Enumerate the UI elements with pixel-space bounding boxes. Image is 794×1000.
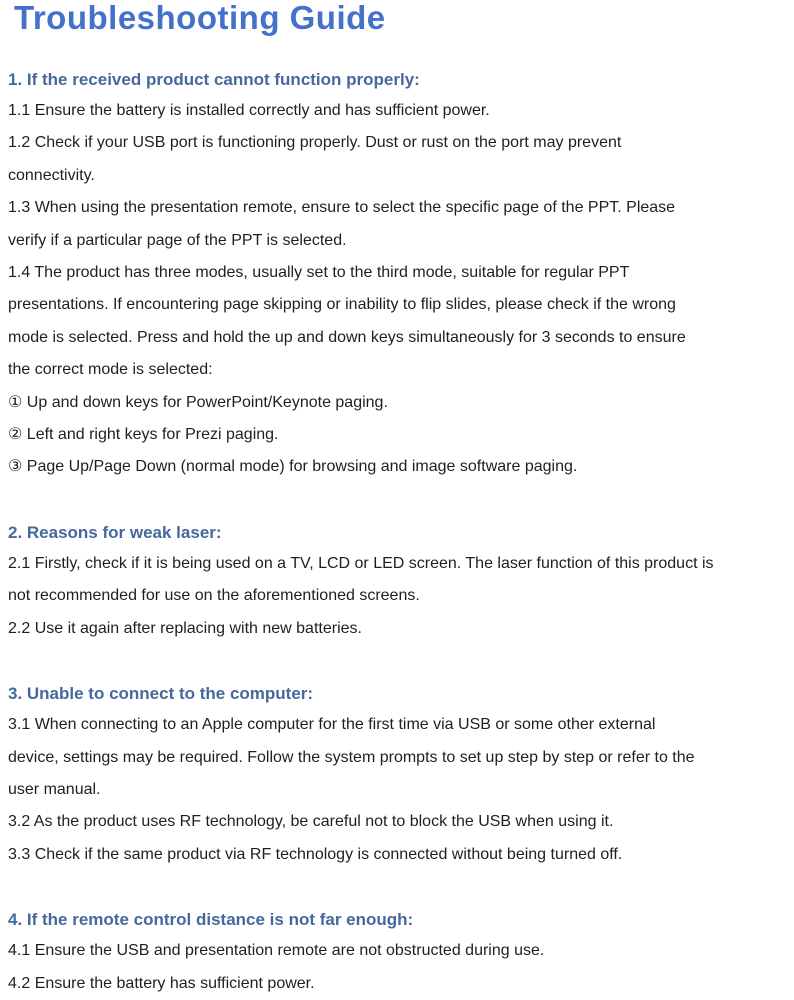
body-line: 3.3 Check if the same product via RF technology is connected without being turned off. [8, 845, 623, 863]
body-line: 2.1 Firstly, check if it is being used on a TV, LCD or LED screen. The laser function of this product is [8, 554, 714, 572]
body-line: user manual. [8, 780, 101, 798]
body-line: 3.2 As the product uses RF technology, be careful not to block the USB when using it. [8, 813, 614, 831]
body-line: not recommended for use on the aforementioned screens. [8, 587, 420, 605]
list-item-circled-1: ① Up and down keys for PowerPoint/Keynote paging. [8, 393, 388, 411]
body-line: verify if a particular page of the PPT is selected. [8, 231, 347, 249]
section-3 [8, 683, 786, 871]
body-line: the correct mode is selected: [8, 361, 213, 379]
body-line: 1.1 Ensure the battery is installed correctly and has sufficient power. [8, 102, 490, 119]
body-line: 3.1 When connecting to an Apple computer for the first time via USB or some other external [8, 716, 656, 734]
list-item-circled-3: ③ Page Up/Page Down (normal mode) for browsing and image software paging. [8, 458, 578, 476]
body-line: 4.2 Ensure the battery has sufficient power. [8, 974, 315, 992]
section-2 [8, 522, 786, 645]
body-line: presentations. If encountering page skipping or inability to flip slides, please check if the wrong [8, 296, 676, 314]
body-line: 4.1 Ensure the USB and presentation remote are not obstructed during use. [8, 942, 545, 960]
body-line: mode is selected. Press and hold the up and down keys simultaneously for 3 seconds to ensure [8, 328, 686, 346]
section-heading: 2. Reasons for weak laser: [8, 522, 222, 542]
list-item-circled-2: ② Left and right keys for Prezi paging. [8, 426, 279, 444]
section-heading: 1. If the received product cannot function properly: [8, 70, 420, 89]
section-heading: 4. If the remote control distance is not far enough: [8, 910, 414, 930]
body-line: 2.2 Use it again after replacing with new batteries. [8, 619, 362, 637]
body-line: device, settings may be required. Follow the system prompts to set up step by step or refer to the [8, 748, 695, 766]
body-line: 1.2 Check if your USB port is functioning properly. Dust or rust on the port may prevent [8, 134, 622, 152]
section-1 [8, 69, 786, 484]
body-line: 1.3 When using the presentation remote, ensure to select the specific page of the PPT. Please [8, 199, 676, 217]
section-heading: 3. Unable to connect to the computer: [8, 684, 314, 704]
body-line: 1.4 The product has three modes, usually set to the third mode, suitable for regular PPT [8, 264, 630, 282]
section-4 [8, 909, 786, 1000]
body-line: connectivity. [8, 166, 95, 184]
page-title: Troubleshooting Guide [14, 0, 386, 36]
